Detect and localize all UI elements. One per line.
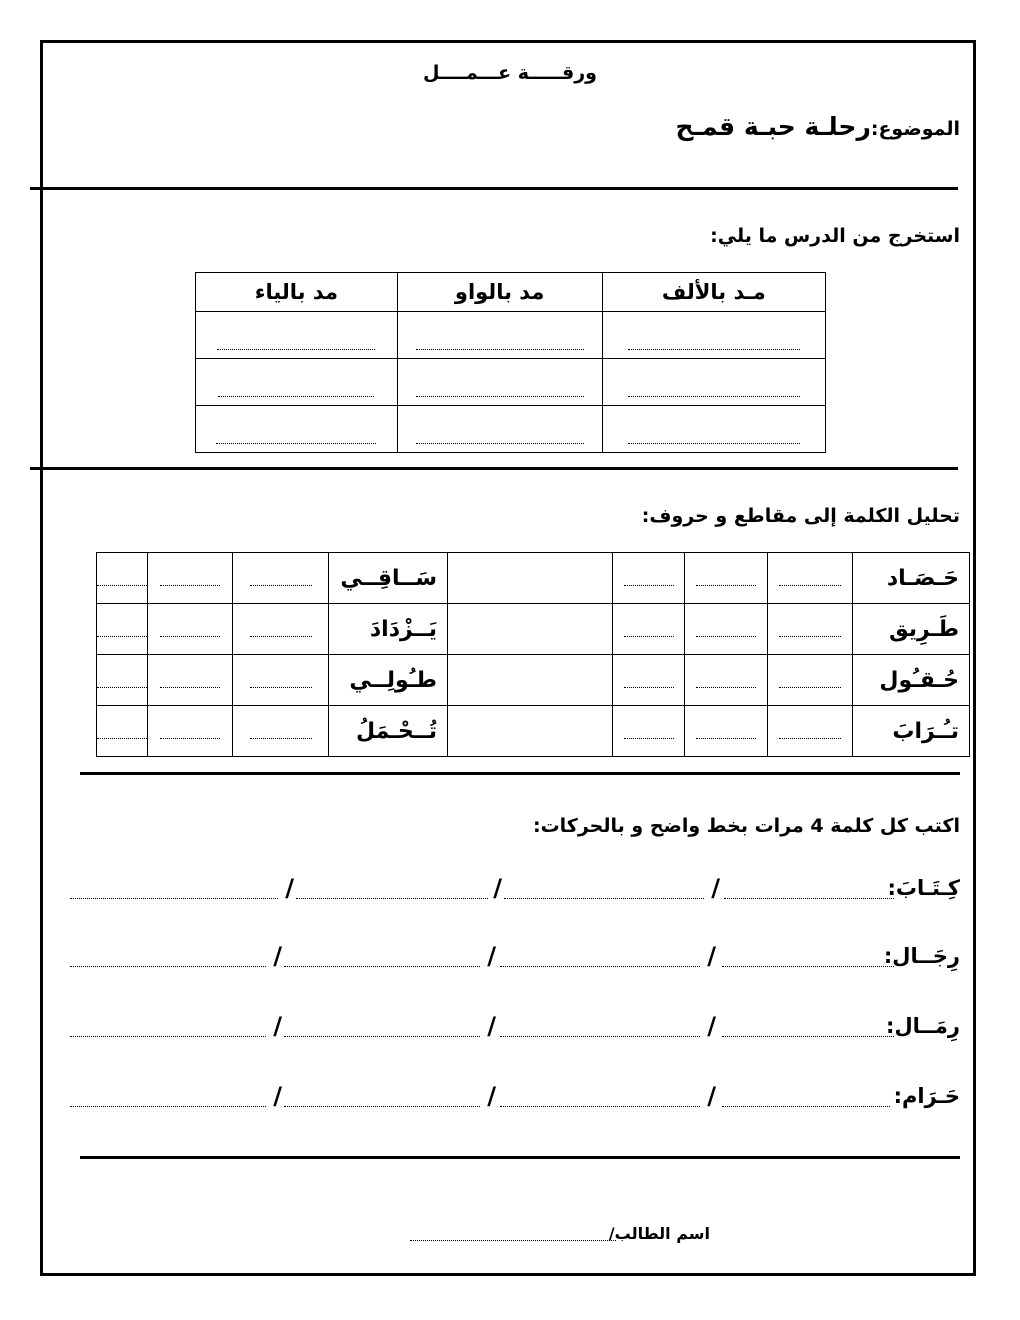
writing-blank[interactable] [500, 1106, 700, 1107]
syllable-cell[interactable] [613, 604, 685, 655]
writing-blank[interactable] [722, 966, 894, 967]
writing-blank[interactable] [722, 1106, 890, 1107]
answer-cell[interactable] [196, 406, 398, 453]
syllable-cell[interactable] [613, 706, 685, 757]
answer-cell[interactable] [602, 359, 825, 406]
separator: / [487, 1012, 496, 1040]
word-cell: تُــحْـمَلُ [329, 706, 448, 757]
gap-cell [448, 553, 613, 604]
syllable-cell[interactable] [613, 655, 685, 706]
syllable-cell[interactable] [148, 706, 233, 757]
writing-blank[interactable] [70, 966, 266, 967]
student-name-blank[interactable] [410, 1240, 616, 1241]
separator: / [285, 874, 294, 902]
divider-3 [80, 772, 960, 775]
word-cell: حَـصَـاد [853, 553, 970, 604]
practice-word: حَـرَام: [893, 1084, 960, 1108]
writing-blank[interactable] [284, 1106, 480, 1107]
writing-blank[interactable] [500, 1036, 700, 1037]
answer-cell[interactable] [397, 359, 602, 406]
section3-instruction: اكتب كل كلمة 4 مرات بخط واضح و بالحركات: [532, 815, 960, 837]
writing-blank[interactable] [724, 898, 894, 899]
writing-blank[interactable] [70, 898, 278, 899]
word-cell: طَـرِيق [853, 604, 970, 655]
separator: / [273, 1012, 282, 1040]
answer-cell[interactable] [397, 312, 602, 359]
writing-blank[interactable] [504, 898, 704, 899]
word-cell: طـُولِــي [329, 655, 448, 706]
syllable-cell[interactable] [685, 655, 768, 706]
practice-word: كِـتَـابَ: [887, 876, 960, 900]
separator: / [487, 942, 496, 970]
subject-value: رحلـة حبـة قمـح [675, 112, 871, 141]
syllable-cell[interactable] [97, 706, 148, 757]
divider-1 [30, 187, 958, 190]
syllable-cell[interactable] [233, 706, 329, 757]
writing-blank[interactable] [284, 1036, 480, 1037]
section1-instruction: استخرج من الدرس ما يلي: [710, 225, 960, 247]
answer-cell[interactable] [602, 406, 825, 453]
writing-line [60, 942, 960, 978]
separator: / [707, 1082, 716, 1110]
writing-blank[interactable] [70, 1106, 266, 1107]
writing-line [60, 1082, 960, 1118]
answer-cell[interactable] [602, 312, 825, 359]
word-cell: سَــاقِــي [329, 553, 448, 604]
syllable-cell[interactable] [148, 655, 233, 706]
syllable-cell[interactable] [97, 553, 148, 604]
writing-blank[interactable] [70, 1036, 266, 1037]
syllable-cell[interactable] [685, 553, 768, 604]
student-name-line [400, 1224, 720, 1252]
separator: / [273, 1082, 282, 1110]
separator: / [707, 942, 716, 970]
syllable-cell[interactable] [685, 604, 768, 655]
gap-cell [448, 604, 613, 655]
answer-cell[interactable] [397, 406, 602, 453]
practice-word: رِجَــال: [883, 944, 960, 968]
section2-instruction: تحليل الكلمة إلى مقاطع و حروف: [641, 505, 960, 527]
syllable-cell[interactable] [768, 604, 853, 655]
answer-cell[interactable] [196, 359, 398, 406]
subject-line [460, 112, 960, 141]
worksheet-title: ورقـــــة عـــمــــل [423, 62, 597, 84]
long-vowel-table [195, 272, 826, 453]
practice-word: رِمَــال: [886, 1014, 960, 1038]
writing-blank[interactable] [722, 1036, 894, 1037]
syllable-cell[interactable] [613, 553, 685, 604]
syllable-cell[interactable] [233, 604, 329, 655]
syllable-table [96, 552, 970, 757]
separator: / [273, 942, 282, 970]
writing-blank[interactable] [284, 966, 480, 967]
gap-cell [448, 655, 613, 706]
word-cell: يَــزْدَادَ [329, 604, 448, 655]
writing-line [60, 1012, 960, 1048]
word-cell: تـُـرَابَ [853, 706, 970, 757]
col-yaa: مد بالياء [196, 273, 398, 312]
syllable-cell[interactable] [233, 553, 329, 604]
gap-cell [448, 706, 613, 757]
syllable-cell[interactable] [97, 655, 148, 706]
syllable-cell[interactable] [768, 706, 853, 757]
separator: / [487, 1082, 496, 1110]
separator: / [493, 874, 502, 902]
syllable-cell[interactable] [97, 604, 148, 655]
divider-2 [30, 467, 958, 470]
syllable-cell[interactable] [768, 655, 853, 706]
separator: / [711, 874, 720, 902]
syllable-cell[interactable] [768, 553, 853, 604]
col-alef: مـد بالألف [602, 273, 825, 312]
col-waw: مد بالواو [397, 273, 602, 312]
writing-line [60, 874, 960, 910]
answer-cell[interactable] [196, 312, 398, 359]
divider-4 [80, 1156, 960, 1159]
syllable-cell[interactable] [148, 604, 233, 655]
writing-blank[interactable] [500, 966, 700, 967]
writing-blank[interactable] [296, 898, 488, 899]
student-name-label: اسم الطالب/ [608, 1224, 710, 1243]
syllable-cell[interactable] [685, 706, 768, 757]
word-cell: حُـقـُول [853, 655, 970, 706]
separator: / [707, 1012, 716, 1040]
syllable-cell[interactable] [148, 553, 233, 604]
syllable-cell[interactable] [233, 655, 329, 706]
subject-label: الموضوع: [870, 118, 960, 140]
